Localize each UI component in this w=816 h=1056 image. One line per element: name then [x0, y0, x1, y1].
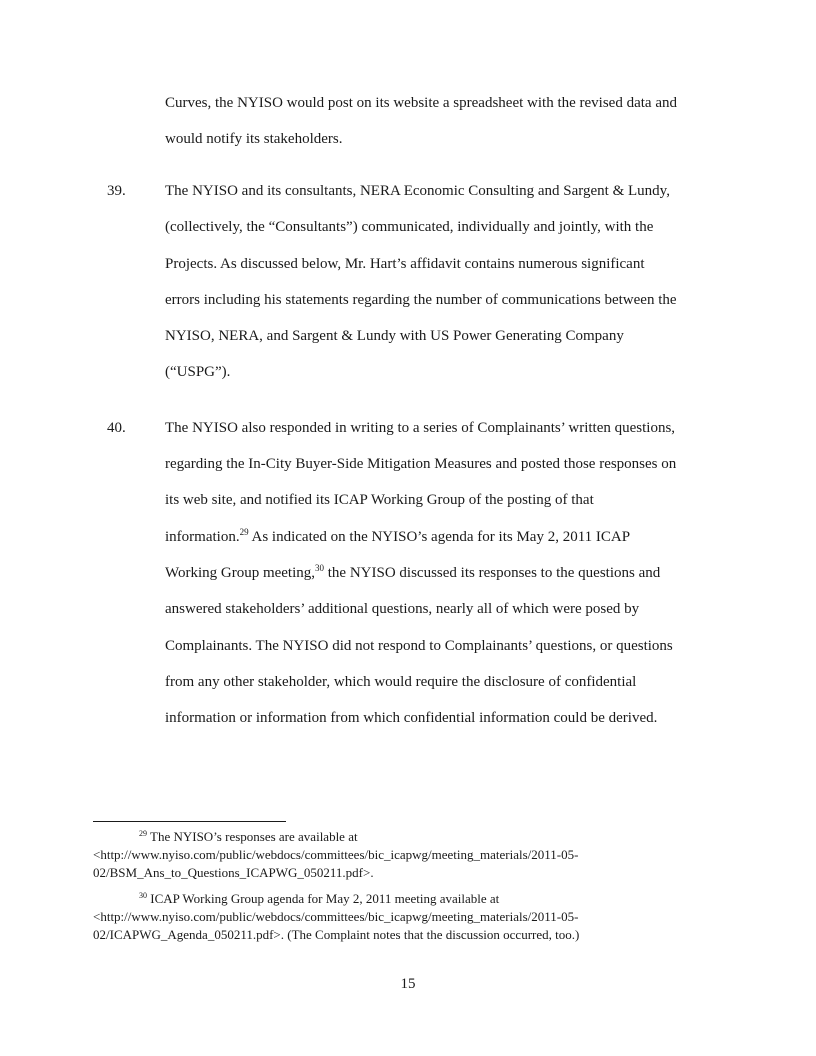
paragraph-number: 40. — [107, 420, 126, 436]
body-text-line: from any other stakeholder, which would require the disclosure of confidential — [165, 674, 637, 690]
footnote-29 — [139, 828, 358, 845]
body-text-line — [165, 564, 660, 582]
footnote-30 — [139, 890, 499, 907]
footnote-text: ICAP Working Group agenda for May 2, 2011 meeting available at — [147, 891, 500, 906]
footnote-text[interactable]: 02/BSM_Ans_to_Questions_ICAPWG_050211.pdf>. — [93, 865, 374, 880]
body-text-line: regarding the In-City Buyer-Side Mitigation Measures and posted those responses on — [165, 456, 677, 472]
body-text-line: information or information from which confidential information could be derived. — [165, 710, 658, 726]
body-text-line: (collectively, the “Consultants”) communicated, individually and jointly, with the — [165, 219, 654, 235]
paragraph-number: 39. — [107, 183, 126, 199]
footnote-text: The NYISO’s responses are available at — [147, 829, 358, 844]
body-text-line: The NYISO and its consultants, NERA Economic Consulting and Sargent & Lundy, — [165, 183, 670, 199]
body-text-line: (“USPG”). — [165, 364, 231, 380]
body-text-line: would notify its stakeholders. — [165, 131, 343, 147]
body-text-fragment: the NYISO discussed its responses to the questions and — [324, 565, 661, 581]
footnote-separator — [93, 821, 286, 822]
body-text-line: Complainants. The NYISO did not respond to Complainants’ questions, or questions — [165, 638, 673, 654]
body-text-fragment: Working Group meeting, — [165, 565, 316, 581]
body-text-line: NYISO, NERA, and Sargent & Lundy with US Power Generating Company — [165, 328, 624, 344]
body-text-line: its web site, and notified its ICAP Working Group of the posting of that — [165, 492, 594, 508]
body-text-line: errors including his statements regarding the number of communications between the — [165, 292, 677, 308]
footnote-text[interactable]: <http://www.nyiso.com/public/webdocs/committees/bic_icapwg/meeting_materials/2011-05- — [93, 909, 579, 924]
body-text-line: The NYISO also responded in writing to a series of Complainants’ written questions, — [165, 420, 676, 436]
footnote-text[interactable]: <http://www.nyiso.com/public/webdocs/committees/bic_icapwg/meeting_materials/2011-05- — [93, 847, 579, 862]
body-text-line: Projects. As discussed below, Mr. Hart’s affidavit contains numerous significant — [165, 256, 645, 272]
body-text-line — [165, 528, 630, 546]
body-text-fragment: information. — [165, 529, 240, 545]
body-text-line: answered stakeholders’ additional questions, nearly all of which were posed by — [165, 601, 640, 617]
footnote-text[interactable]: 02/ICAPWG_Agenda_050211.pdf>. (The Complaint notes that the discussion occurred, too.) — [93, 927, 580, 942]
footnote-reference: 29 — [239, 527, 249, 537]
footnote-reference: 30 — [315, 563, 325, 573]
footnote-marker: 29 — [139, 829, 147, 838]
body-text-line: Curves, the NYISO would post on its website a spreadsheet with the revised data and — [165, 95, 677, 111]
page-number: 15 — [400, 976, 416, 992]
body-text-fragment: As indicated on the NYISO’s agenda for its May 2, 2011 ICAP — [248, 529, 631, 545]
footnote-marker: 30 — [139, 891, 147, 900]
